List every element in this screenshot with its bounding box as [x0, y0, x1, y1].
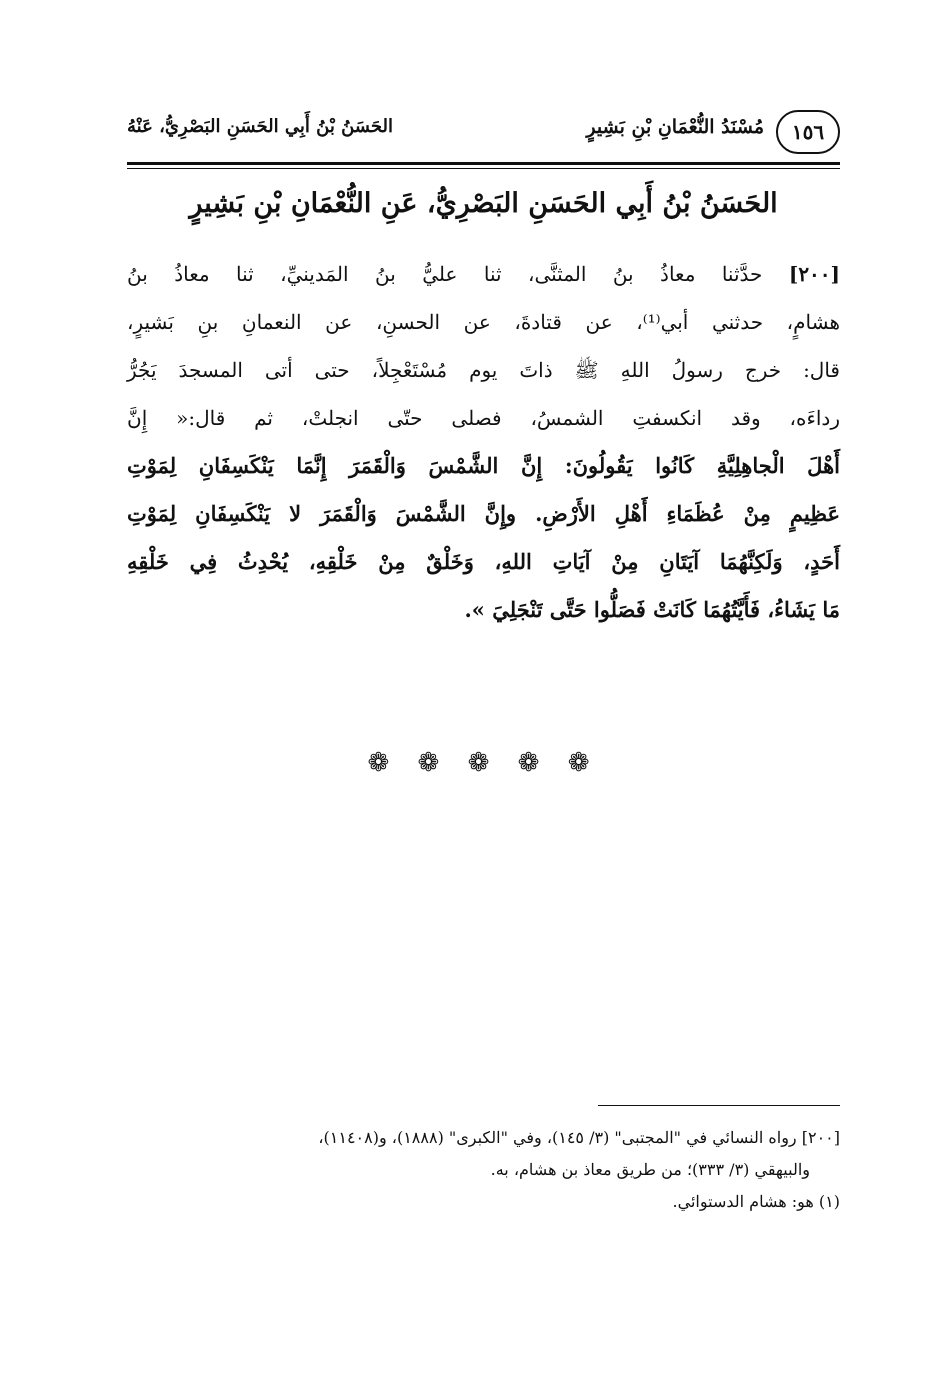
footnote-200-line-1: [٢٠٠] رواه النسائي في "المجتبى" (٣/ ١٤٥)، وفي "الكبرى" (١٨٨٨)، و(١١٤٠٨)،: [318, 1128, 840, 1147]
ornament-divider: ❁ ❁ ❁ ❁ ❁: [367, 748, 600, 778]
section-title: الحَسَنُ بْنُ أَبِي الحَسَنِ البَصْرِيُّ، عَنِ النُّعْمَانِ بْنِ بَشِيرٍ: [189, 188, 778, 219]
header-rule-thin: [127, 168, 840, 169]
hadith-line-2: هشامٍ، حدثني أبي⁽¹⁾، عن قتادةَ، عن الحسنِ، عن النعمانِ بنِ بَشيرٍ،: [127, 310, 841, 334]
hadith-line-8: مَا يَشَاءُ، فَأَيَّتُهُمَا كَانَتْ فَصَلُّوا حَتَّى تَنْجَلِيَ ».: [464, 597, 840, 622]
footnote-1: (١) هو: هشام الدستوائي.: [672, 1192, 840, 1211]
footnote-200-line-2: والبيهقي (٣/ ٣٣٣)؛ من طريق معاذ بن هشام، به.: [490, 1160, 810, 1179]
page-header: [127, 108, 840, 160]
hadith-line-1-text: حدَّثنا معاذُ بنُ المثنَّى، ثنا عليُّ بنُ المَدينيِّ، ثنا معاذُ بنُ: [127, 262, 763, 286]
header-rule-thick: [127, 162, 840, 165]
hadith-line-6: عَظِيمٍ مِنْ عُظَمَاءِ أَهْلِ الأَرْضِ. وإِنَّ الشَّمْسَ وَالْقَمَرَ لا يَنْكَسِفَانِ لِمَوْتِ: [127, 501, 840, 526]
footnote-rule: [598, 1105, 840, 1106]
hadith-line-5: أَهْلَ الْجاهِلِيَّةِ كَانُوا يَقُولُونَ: إِنَّ الشَّمْسَ وَالْقَمَرَ إِنَّمَا يَنْكَسِفَانِ لِمَوْتِ: [127, 453, 840, 478]
hadith-line-1: [127, 250, 840, 298]
page-number: ١٥٦: [776, 110, 840, 154]
running-title-book: مُسْنَدُ النُّعْمَانِ بْنِ بَشِيرٍ: [586, 116, 764, 138]
footnotes: [127, 1122, 840, 1218]
hadith-line-3: قال: خرج رسولُ اللهِ ﷺ ذاتَ يوم مُسْتَعْجِلاً، حتى أتى المسجدَ يَجُرُّ: [127, 358, 840, 382]
hadith-line-7: أَحَدٍ، وَلَكِنَّهُمَا آيَتَانِ مِنْ آيَاتِ اللهِ، وَخَلْقٌ مِنْ خَلْقِهِ، يُحْدِثُ فِي خَلْقِهِ: [127, 549, 840, 574]
hadith-text: [127, 250, 840, 634]
hadith-line-4: رداءَه، وقد انكسفتِ الشمسُ، فصلى حتّى انجلتْ، ثم قال:« إِنَّ: [127, 406, 840, 430]
hadith-number: [٢٠٠]: [788, 262, 841, 286]
running-title-chapter: الحَسَنُ بْنُ أَبِي الحَسَنِ البَصْرِيُّ، عَنْهُ: [127, 116, 393, 137]
